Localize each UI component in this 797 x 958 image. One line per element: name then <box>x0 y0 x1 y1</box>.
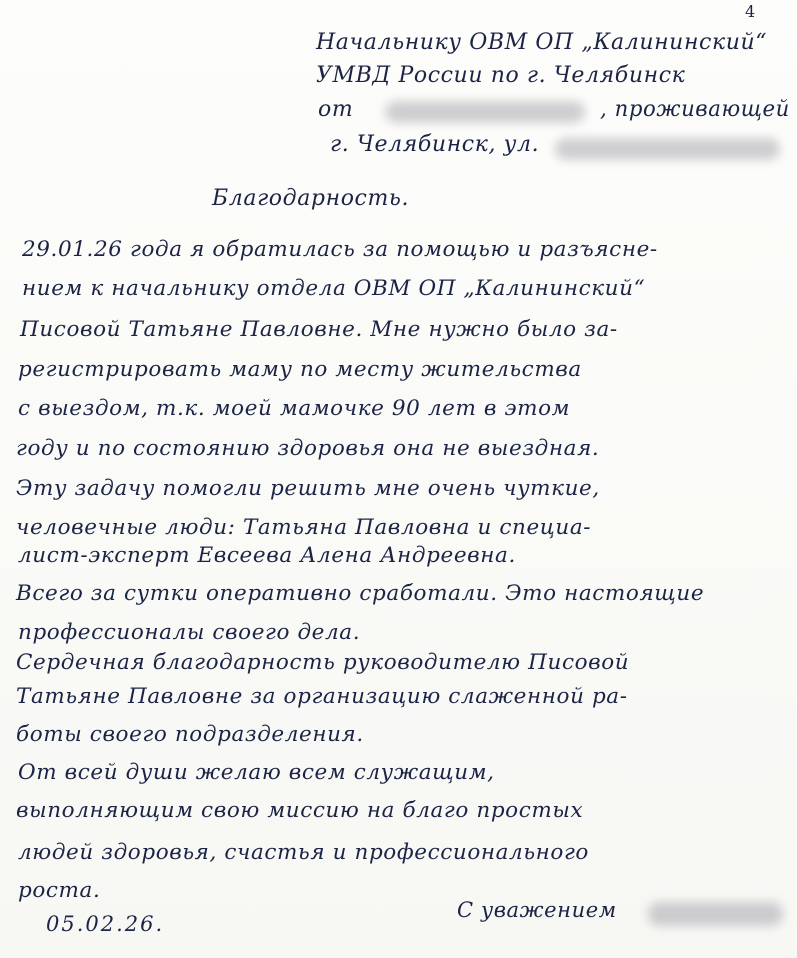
body-line: году и по состоянию здоровья она не выездная. <box>16 436 600 461</box>
body-line: нием к начальнику отдела ОВМ ОП „Калининский“ <box>22 276 646 301</box>
document-title: Благодарность. <box>212 186 410 211</box>
body-line: человечные люди: Татьяна Павловна и специа- <box>16 515 592 540</box>
corner-mark: 4 <box>745 2 756 21</box>
addressee-line-2: УМВД России по г. Челябинск <box>316 63 686 88</box>
body-line: регистрировать маму по месту жительства <box>18 357 582 382</box>
letter-date: 05.02.26. <box>46 912 165 936</box>
addressee-line-1: Начальнику ОВМ ОП „Калининский“ <box>316 30 768 55</box>
body-line: с выездом, т.к. моей мамочке 90 лет в этом <box>18 396 571 421</box>
body-line: Татьяне Павловне за организацию слаженной ра- <box>16 684 628 709</box>
body-line: Всего за сутки оперативно сработали. Это настоящие <box>16 581 705 606</box>
body-line: 29.01.26 года я обратилась за помощью и разъясне- <box>22 237 658 262</box>
sender-suffix: , проживающей <box>600 97 790 122</box>
body-line: выполняющим свою миссию на благо простых <box>16 798 584 823</box>
body-line: Сердечная благодарность руководителю Писовой <box>16 650 630 675</box>
body-line: боты своего подразделения. <box>16 722 364 747</box>
body-line: Писовой Татьяне Павловне. Мне нужно было за- <box>20 317 618 342</box>
redacted-sender-name <box>385 101 585 123</box>
redacted-address <box>555 138 780 160</box>
address-line: г. Челябинск, ул. <box>330 132 540 157</box>
body-line: От всей души желаю всем служащим, <box>18 760 495 785</box>
body-line: роста. <box>18 878 101 903</box>
body-line: Эту задачу помогли решить мне очень чуткие, <box>16 476 600 501</box>
body-line: людей здоровья, счастья и профессионального <box>18 840 589 865</box>
body-line: лист-эксперт Евсеева Алена Андреевна. <box>18 543 516 568</box>
closing-phrase: С уважением <box>457 898 617 922</box>
sender-prefix: от <box>318 97 354 122</box>
redacted-signature <box>648 902 783 926</box>
body-line: профессионалы своего дела. <box>18 620 361 645</box>
